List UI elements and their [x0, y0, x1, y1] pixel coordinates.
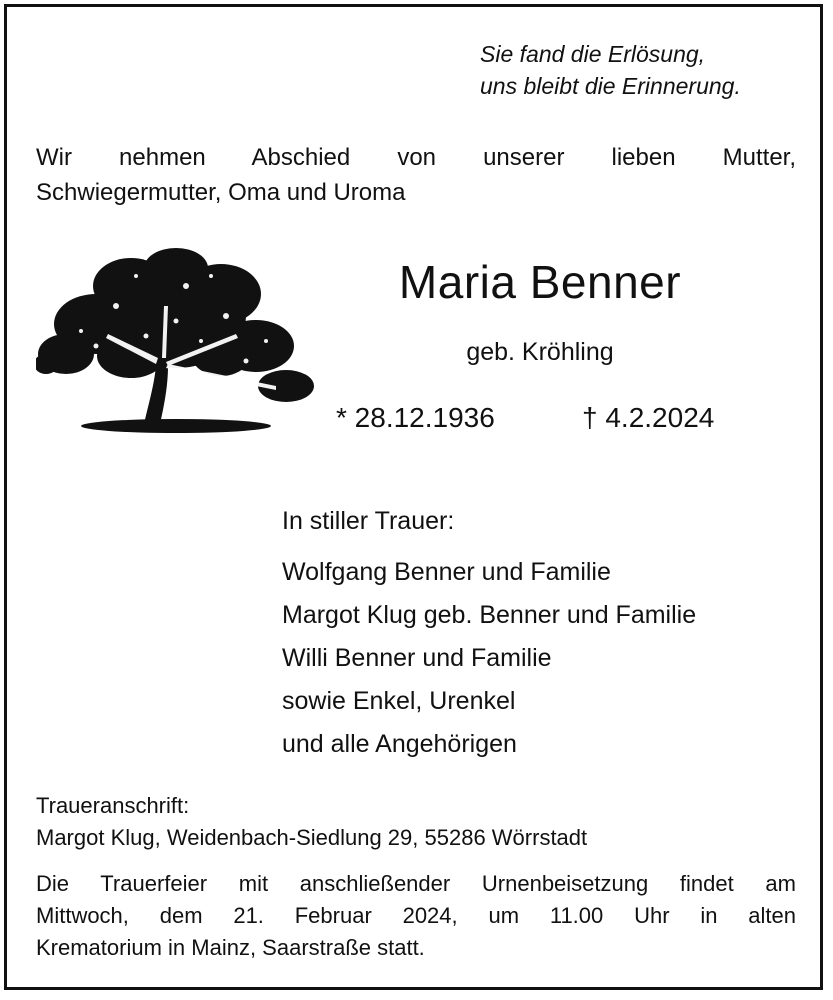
mourners-heading: In stiller Trauer: — [282, 507, 455, 535]
deceased-name: Maria Benner — [398, 256, 682, 308]
mourners-block — [282, 503, 802, 766]
ceremony-line-1: Die Trauerfeier mit anschließender Urnenbeisetzung findet am — [36, 871, 796, 896]
tree-icon — [36, 246, 316, 436]
mourner-entry: Willi Benner und Familie — [282, 644, 552, 672]
mourner-entry: sowie Enkel, Urenkel — [282, 687, 516, 715]
mourner-entry: und alle Angehörigen — [282, 730, 517, 758]
intro-line-2: Schwiegermutter, Oma und Uroma — [36, 179, 406, 206]
mourner-entry: Margot Klug geb. Benner und Familie — [282, 601, 697, 629]
birth-date: * 28.12.1936 — [336, 402, 495, 433]
ceremony-line-3: Krematorium in Mainz, Saarstraße statt. — [36, 935, 425, 960]
ceremony-notice — [36, 868, 796, 964]
death-date: † 4.2.2024 — [582, 402, 715, 433]
motto-line-1: Sie fand die Erlösung, — [480, 41, 706, 67]
intro-text — [36, 140, 796, 210]
motto-line-2: uns bleibt die Erinnerung. — [480, 73, 741, 99]
maiden-name: geb. Kröhling — [466, 338, 614, 366]
mourning-address — [36, 790, 796, 854]
address-value: Margot Klug, Weidenbach-Siedlung 29, 55286 Wörrstadt — [36, 825, 588, 850]
address-label: Traueranschrift: — [36, 793, 190, 818]
ceremony-line-2: Mittwoch, dem 21. Februar 2024, um 11.00 Uhr in alten — [36, 903, 796, 928]
intro-line-1: Wir nehmen Abschied von unserer lieben Mutter, — [36, 144, 796, 171]
motto-quote — [480, 38, 810, 102]
mourner-entry: Wolfgang Benner und Familie — [282, 558, 611, 586]
